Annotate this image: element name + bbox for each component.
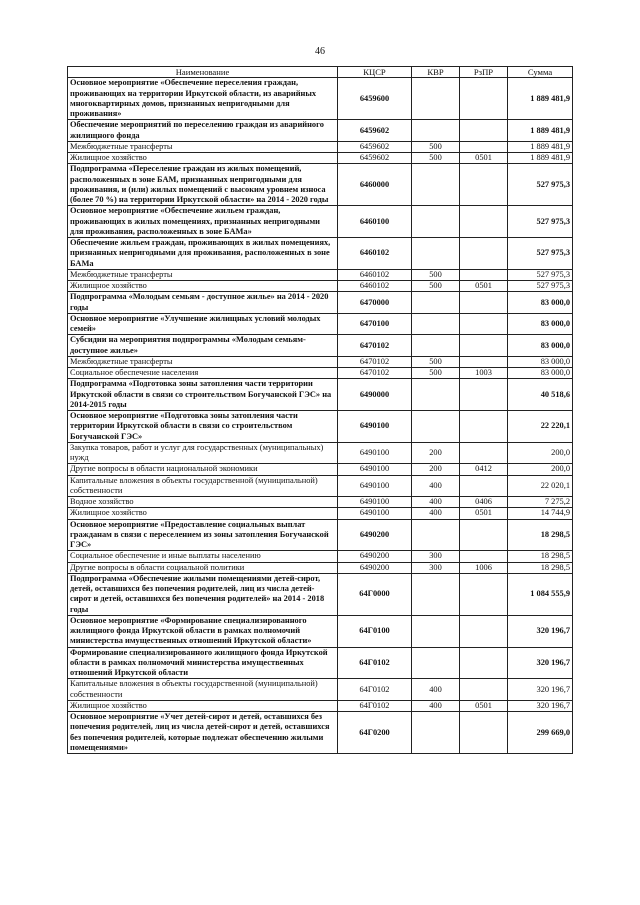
cell-name: Основное мероприятие «Обеспечение жильем граждан, проживающих в жилых помещениях, признанных непригодными для проживания, расположенных в зоне БАМа» [68,206,338,238]
cell-sum: 18 298,5 [508,519,573,551]
cell-code: 6490100 [338,442,412,464]
cell-rzpr [460,292,508,314]
cell-code: 6490100 [338,508,412,519]
cell-rzpr: 1006 [460,562,508,573]
cell-sum: 299 669,0 [508,712,573,754]
cell-code: 6490000 [338,379,412,411]
cell-sum: 18 298,5 [508,562,573,573]
cell-sum: 83 000,0 [508,313,573,335]
cell-code: 6490100 [338,497,412,508]
cell-kvr: 500 [412,153,460,164]
cell-name: Основное мероприятие «Обеспечение переселения граждан, проживающих на территории Иркутской области, из аварийных многоквартирных домов, признанных непригодными для проживания» [68,78,338,120]
cell-kvr: 300 [412,551,460,562]
table-row [68,573,573,615]
cell-rzpr [460,551,508,562]
cell-code: 6460102 [338,269,412,280]
cell-name: Жилищное хозяйство [68,281,338,292]
table-row [68,647,573,679]
cell-code: 6490100 [338,475,412,497]
cell-code: 6459602 [338,120,412,142]
cell-code: 64Г0102 [338,679,412,701]
cell-code: 6490100 [338,464,412,475]
cell-sum: 83 000,0 [508,368,573,379]
cell-name: Подпрограмма «Обеспечение жилыми помещениями детей-сирот, детей, оставшихся без попечения родителей, лиц из числа детей-сирот и детей, оставшихся без попечения родителей» на 2014 - 2018 годы [68,573,338,615]
cell-rzpr [460,442,508,464]
cell-rzpr: 0501 [460,281,508,292]
cell-kvr: 300 [412,562,460,573]
table-row [68,153,573,164]
table-row [68,78,573,120]
cell-code: 6459600 [338,78,412,120]
cell-rzpr [460,679,508,701]
cell-rzpr [460,78,508,120]
cell-name: Капитальные вложения в объекты государственной (муниципальной) собственности [68,679,338,701]
cell-name: Субсидии на мероприятия подпрограммы «Молодым семьям-доступное жилье» [68,335,338,357]
cell-kvr: 400 [412,700,460,711]
cell-name: Другие вопросы в области социальной политики [68,562,338,573]
cell-code: 6470100 [338,313,412,335]
cell-sum: 7 275,2 [508,497,573,508]
cell-rzpr [460,573,508,615]
cell-code: 64Г0102 [338,700,412,711]
cell-rzpr: 0406 [460,497,508,508]
cell-sum: 527 975,3 [508,164,573,206]
table-header-row [68,67,573,78]
header-sum: Сумма [508,67,573,78]
cell-sum: 40 518,6 [508,379,573,411]
cell-code: 6460100 [338,206,412,238]
cell-sum: 83 000,0 [508,356,573,367]
table-row [68,120,573,142]
table-row [68,442,573,464]
cell-code: 6490100 [338,411,412,443]
cell-rzpr [460,238,508,270]
cell-rzpr: 0501 [460,700,508,711]
cell-sum: 200,0 [508,442,573,464]
cell-kvr: 200 [412,464,460,475]
cell-name: Капитальные вложения в объекты государственной (муниципальной) собственности [68,475,338,497]
cell-sum: 22 220,1 [508,411,573,443]
cell-sum: 22 020,1 [508,475,573,497]
cell-sum: 83 000,0 [508,292,573,314]
cell-name: Жилищное хозяйство [68,700,338,711]
cell-kvr: 400 [412,497,460,508]
cell-sum: 320 196,7 [508,615,573,647]
cell-name: Основное мероприятие «Предоставление социальных выплат гражданам в связи с переселением из зоны затопления Богучанской ГЭС» [68,519,338,551]
cell-sum: 320 196,7 [508,647,573,679]
cell-rzpr [460,269,508,280]
cell-kvr [412,411,460,443]
cell-kvr [412,78,460,120]
cell-kvr [412,120,460,142]
table-row [68,281,573,292]
header-name: Наименование [68,67,338,78]
table-body [68,78,573,754]
cell-kvr [412,615,460,647]
table-row [68,519,573,551]
cell-name: Подпрограмма «Молодым семьям - доступное жилье» на 2014 - 2020 годы [68,292,338,314]
cell-name: Жилищное хозяйство [68,508,338,519]
cell-name: Основное мероприятие «Учет детей-сирот и детей, оставшихся без попечения родителей, лиц из числа детей-сирот и детей, оставшихся без попечения родителей, которые подлежат обеспечению жилыми помещениями» [68,712,338,754]
cell-sum: 1 889 481,9 [508,120,573,142]
header-rzpr: РзПР [460,67,508,78]
cell-sum: 527 975,3 [508,238,573,270]
cell-name: Подпрограмма «Подготовка зоны затопления части территории Иркутской области в связи со строительством Богучанской ГЭС» на 2014-2015 годы [68,379,338,411]
cell-rzpr: 0501 [460,508,508,519]
cell-name: Формирование специализированного жилищного фонда Иркутской области в рамках полномочий министерства имущественных отношений Иркутской области [68,647,338,679]
table-row [68,356,573,367]
cell-name: Социальное обеспечение и иные выплаты населению [68,551,338,562]
cell-name: Основное мероприятие «Улучшение жилищных условий молодых семей» [68,313,338,335]
cell-rzpr: 0501 [460,153,508,164]
cell-rzpr [460,411,508,443]
cell-code: 6490200 [338,519,412,551]
cell-code: 6459602 [338,141,412,152]
cell-sum: 14 744,9 [508,508,573,519]
cell-rzpr [460,356,508,367]
cell-name: Межбюджетные трансферты [68,269,338,280]
cell-rzpr [460,313,508,335]
table-row [68,335,573,357]
cell-kvr: 400 [412,475,460,497]
cell-name: Основное мероприятие «Формирование специализированного жилищного фонда Иркутской области в рамках полномочий министерства имущественных отношений Иркутской области» [68,615,338,647]
cell-kvr [412,206,460,238]
table-row [68,700,573,711]
table-row [68,164,573,206]
cell-name: Водное хозяйство [68,497,338,508]
cell-code: 64Г0200 [338,712,412,754]
table-row [68,292,573,314]
cell-name: Другие вопросы в области национальной экономики [68,464,338,475]
cell-kvr: 500 [412,356,460,367]
cell-rzpr: 0412 [460,464,508,475]
cell-rzpr [460,206,508,238]
cell-name: Межбюджетные трансферты [68,141,338,152]
cell-kvr [412,292,460,314]
cell-kvr [412,313,460,335]
cell-sum: 527 975,3 [508,206,573,238]
cell-code: 6470000 [338,292,412,314]
cell-rzpr [460,164,508,206]
cell-sum: 527 975,3 [508,269,573,280]
cell-code: 6460000 [338,164,412,206]
table-row [68,368,573,379]
cell-code: 6490200 [338,562,412,573]
cell-sum: 1 889 481,9 [508,78,573,120]
cell-kvr [412,647,460,679]
table-row [68,269,573,280]
cell-code: 64Г0102 [338,647,412,679]
cell-name: Социальное обеспечение населения [68,368,338,379]
cell-name: Обеспечение мероприятий по переселению граждан из аварийного жилищного фонда [68,120,338,142]
cell-sum: 1 084 555,9 [508,573,573,615]
cell-sum: 83 000,0 [508,335,573,357]
table-row [68,206,573,238]
cell-rzpr [460,120,508,142]
table-row [68,238,573,270]
cell-sum: 320 196,7 [508,700,573,711]
cell-code: 64Г0000 [338,573,412,615]
table-row [68,615,573,647]
cell-kvr [412,712,460,754]
cell-name: Жилищное хозяйство [68,153,338,164]
cell-kvr [412,573,460,615]
cell-sum: 18 298,5 [508,551,573,562]
cell-name: Основное мероприятие «Подготовка зоны затопления части территории Иркутской области в связи со строительством Богучанской ГЭС» [68,411,338,443]
cell-kvr [412,164,460,206]
cell-code: 6470102 [338,335,412,357]
cell-code: 64Г0100 [338,615,412,647]
cell-name: Закупка товаров, работ и услуг для государственных (муниципальных) нужд [68,442,338,464]
cell-kvr [412,519,460,551]
cell-kvr [412,335,460,357]
cell-sum: 200,0 [508,464,573,475]
cell-kvr: 500 [412,141,460,152]
table-row [68,508,573,519]
table-row [68,411,573,443]
page-number: 46 [315,46,325,57]
cell-kvr: 500 [412,269,460,280]
table-row [68,475,573,497]
cell-name: Межбюджетные трансферты [68,356,338,367]
cell-code: 6459602 [338,153,412,164]
table-row [68,712,573,754]
cell-code: 6460102 [338,238,412,270]
table-row [68,313,573,335]
cell-code: 6460102 [338,281,412,292]
cell-sum: 527 975,3 [508,281,573,292]
table-row [68,379,573,411]
table-row [68,497,573,508]
cell-rzpr [460,141,508,152]
budget-table [67,66,573,754]
cell-rzpr [460,519,508,551]
cell-kvr [412,379,460,411]
cell-kvr: 500 [412,368,460,379]
table-row [68,464,573,475]
cell-kvr: 400 [412,508,460,519]
cell-kvr: 500 [412,281,460,292]
cell-code: 6470102 [338,356,412,367]
cell-sum: 320 196,7 [508,679,573,701]
cell-sum: 1 889 481,9 [508,141,573,152]
cell-kvr: 200 [412,442,460,464]
cell-rzpr [460,475,508,497]
cell-rzpr [460,615,508,647]
cell-kvr: 400 [412,679,460,701]
cell-kvr [412,238,460,270]
cell-rzpr [460,647,508,679]
cell-code: 6490200 [338,551,412,562]
cell-rzpr [460,712,508,754]
cell-rzpr [460,379,508,411]
cell-code: 6470102 [338,368,412,379]
table-row [68,551,573,562]
header-kvr: КВР [412,67,460,78]
cell-name: Подпрограмма «Переселение граждан из жилых помещений, расположенных в зоне БАМ, признанных непригодными для проживания, и (или) жилых помещений с высоким уровнем износа (более 70 %) на территории Иркутской области» на 2014 - 2020 годы [68,164,338,206]
cell-rzpr: 1003 [460,368,508,379]
cell-sum: 1 889 481,9 [508,153,573,164]
table-row [68,141,573,152]
table-row [68,679,573,701]
table-row [68,562,573,573]
cell-rzpr [460,335,508,357]
header-code: КЦСР [338,67,412,78]
cell-name: Обеспечение жильем граждан, проживающих в жилых помещениях, признанных непригодными для проживания, расположенных в зоне БАМа [68,238,338,270]
